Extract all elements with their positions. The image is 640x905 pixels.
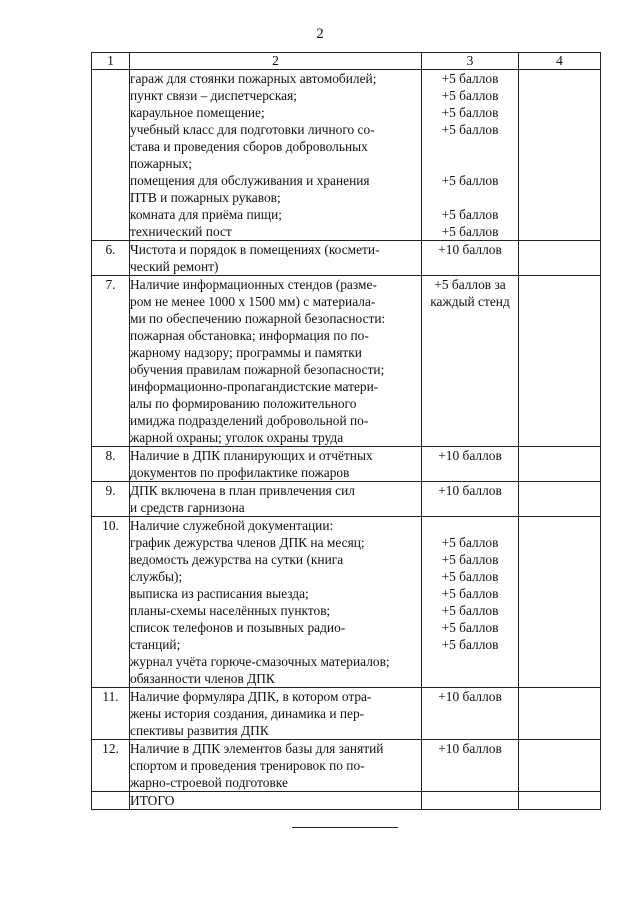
item-points	[422, 447, 519, 482]
description-line: и средств гарнизона	[130, 500, 245, 515]
table-row	[92, 792, 601, 810]
table-row	[92, 740, 601, 792]
item-points	[422, 482, 519, 517]
item-number: 11.	[92, 688, 130, 740]
item-score-cell	[519, 792, 601, 810]
item-number: 12.	[92, 740, 130, 792]
description-line: ческий ремонт)	[130, 259, 219, 274]
points-line	[422, 138, 518, 155]
header-row	[92, 53, 601, 70]
points-line: +5 баллов	[441, 552, 499, 567]
item-number	[92, 70, 130, 241]
table-row	[92, 276, 601, 447]
points-line: +5 баллов	[441, 173, 499, 188]
description-line: ром не менее 1000 х 1500 мм) с материала-	[130, 294, 376, 309]
item-points	[422, 740, 519, 792]
description-line: документов по профилактике пожаров	[130, 465, 350, 480]
points-line: +10 баллов	[438, 483, 502, 498]
table-row	[92, 70, 601, 241]
points-line: +5 баллов	[441, 603, 499, 618]
description-line: пункт связи – диспетчерская;	[130, 88, 297, 103]
end-divider	[292, 827, 398, 828]
item-description	[130, 740, 422, 792]
item-number: 10.	[92, 517, 130, 688]
item-description	[130, 517, 422, 688]
points-line: +5 баллов	[441, 586, 499, 601]
item-score-cell	[519, 517, 601, 688]
item-points	[422, 276, 519, 447]
item-description	[130, 241, 422, 276]
description-line: информационно-пропагандистские матери-	[130, 379, 379, 394]
description-line: Чистота и порядок в помещениях (космети-	[130, 242, 380, 257]
description-line: ПТВ и пожарных рукавов;	[130, 190, 281, 205]
item-number	[92, 792, 130, 810]
description-line: става и проведения сборов добровольных	[130, 139, 368, 154]
description-line: выписка из расписания выезда;	[130, 586, 309, 601]
item-points	[422, 241, 519, 276]
description-line: станций;	[130, 637, 181, 652]
description-line: обучения правилам пожарной безопасности;	[130, 362, 385, 377]
table-row	[92, 241, 601, 276]
description-line: службы);	[130, 569, 183, 584]
points-line	[422, 517, 518, 534]
points-line: +5 баллов	[441, 122, 499, 137]
description-line: жарной охраны; уголок охраны труда	[130, 430, 344, 445]
description-line: алы по формированию положительного	[130, 396, 357, 411]
points-line: +5 баллов	[441, 207, 499, 222]
item-score-cell	[519, 447, 601, 482]
points-line: +5 баллов	[441, 224, 499, 239]
item-description	[130, 276, 422, 447]
item-number: 6.	[92, 241, 130, 276]
item-score-cell	[519, 241, 601, 276]
item-number: 9.	[92, 482, 130, 517]
item-score-cell	[519, 482, 601, 517]
page-number: 2	[316, 26, 324, 42]
description-line: ведомость дежурства на сутки (книга	[130, 552, 344, 567]
table-row	[92, 517, 601, 688]
description-line: список телефонов и позывных радио-	[130, 620, 346, 635]
description-line: ИТОГО	[130, 793, 175, 808]
points-line: +5 баллов	[441, 637, 499, 652]
item-number: 8.	[92, 447, 130, 482]
description-line: караульное помещение;	[130, 105, 265, 120]
points-line: +5 баллов	[441, 105, 499, 120]
item-points	[422, 517, 519, 688]
description-line: обязанности членов ДПК	[130, 671, 275, 686]
points-line: каждый стенд	[430, 294, 510, 309]
item-score-cell	[519, 688, 601, 740]
item-score-cell	[519, 740, 601, 792]
item-points	[422, 792, 519, 810]
column-header: 4	[519, 53, 601, 70]
item-score-cell	[519, 276, 601, 447]
item-description	[130, 688, 422, 740]
description-line: график дежурства членов ДПК на месяц;	[130, 535, 365, 550]
description-line: помещения для обслуживания и хранения	[130, 173, 370, 188]
points-line: +10 баллов	[438, 741, 502, 756]
table-row	[92, 482, 601, 517]
description-line: Наличие информационных стендов (разме-	[130, 277, 377, 292]
points-line	[422, 189, 518, 206]
description-line: пожарных;	[130, 156, 192, 171]
points-line: +10 баллов	[438, 689, 502, 704]
description-line: ДПК включена в план привлечения сил	[130, 483, 355, 498]
column-header: 2	[130, 53, 422, 70]
description-line: жены история создания, динамика и пер-	[130, 706, 365, 721]
description-line: спортом и проведения тренировок по по-	[130, 758, 365, 773]
item-description	[130, 70, 422, 241]
points-line: +5 баллов	[441, 71, 499, 86]
description-line: Наличие в ДПК планирующих и отчётных	[130, 448, 373, 463]
points-line	[422, 155, 518, 172]
column-header: 1	[92, 53, 130, 70]
points-line: +5 баллов за	[434, 277, 506, 292]
item-description	[130, 447, 422, 482]
points-line: +5 баллов	[441, 569, 499, 584]
criteria-table	[91, 52, 601, 810]
points-line: +5 баллов	[441, 88, 499, 103]
description-line: имиджа подразделений добровольной по-	[130, 413, 369, 428]
description-line: Наличие формуляра ДПК, в котором отра-	[130, 689, 372, 704]
description-line: Наличие служебной документации:	[130, 518, 334, 533]
description-line: технический пост	[130, 224, 232, 239]
description-line: журнал учёта горюче-смазочных материалов;	[130, 654, 390, 669]
description-line: гараж для стоянки пожарных автомобилей;	[130, 71, 377, 86]
description-line: учебный класс для подготовки личного со-	[130, 122, 375, 137]
description-line: жарному надзору; программы и памятки	[130, 345, 362, 360]
description-line: пожарная обстановка; информация по по-	[130, 328, 369, 343]
description-line: жарно-строевой подготовке	[130, 775, 288, 790]
column-header: 3	[422, 53, 519, 70]
description-line: планы-схемы населённых пунктов;	[130, 603, 331, 618]
description-line: спективы развития ДПК	[130, 723, 269, 738]
description-line: ми по обеспечению пожарной безопасности:	[130, 311, 386, 326]
item-description	[130, 792, 422, 810]
item-number: 7.	[92, 276, 130, 447]
item-score-cell	[519, 70, 601, 241]
item-points	[422, 70, 519, 241]
table-row	[92, 688, 601, 740]
points-line: +10 баллов	[438, 448, 502, 463]
points-line: +5 баллов	[441, 535, 499, 550]
points-line: +10 баллов	[438, 242, 502, 257]
table-row	[92, 447, 601, 482]
points-line: +5 баллов	[441, 620, 499, 635]
item-description	[130, 482, 422, 517]
item-points	[422, 688, 519, 740]
description-line: Наличие в ДПК элементов базы для занятий	[130, 741, 384, 756]
description-line: комната для приёма пищи;	[130, 207, 282, 222]
